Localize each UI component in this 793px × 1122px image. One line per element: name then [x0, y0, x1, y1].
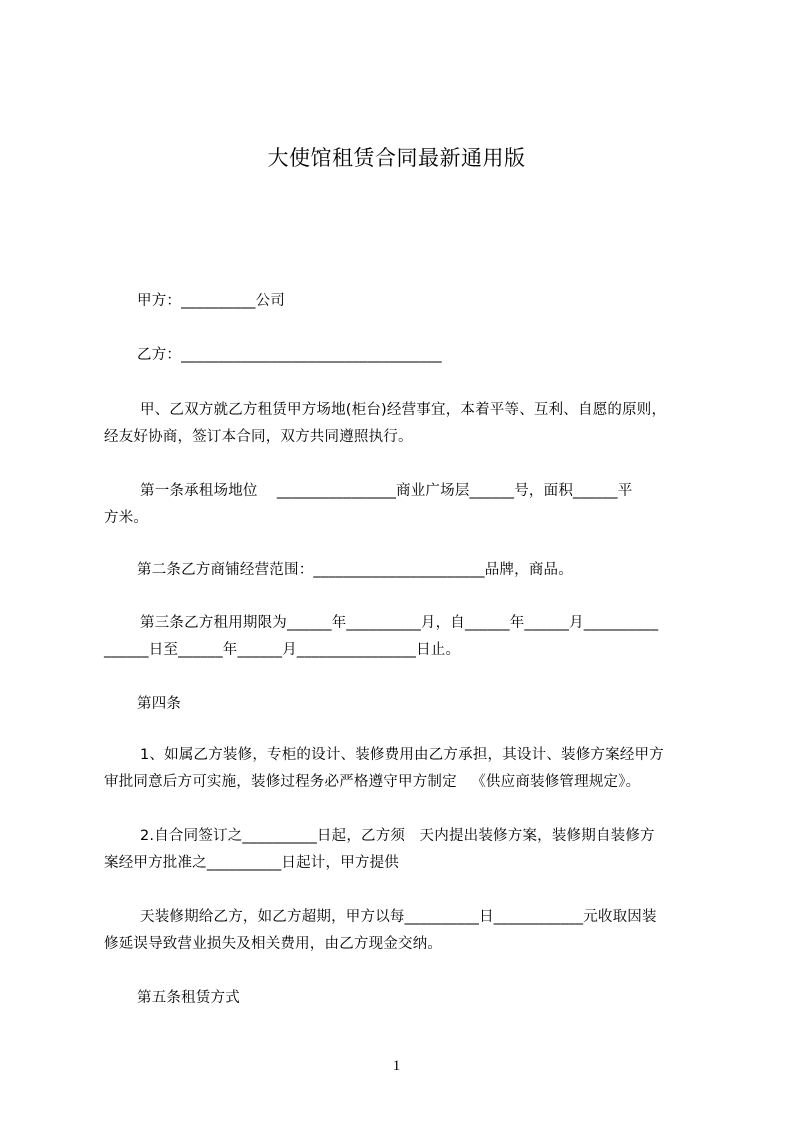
- article-5-heading: 第五条租赁方式: [137, 990, 240, 1006]
- intro-line-1: 甲、乙双方就乙方租赁甲方场地(柜台)经营事宜，本着平等、互利、自愿的原则，: [140, 402, 667, 418]
- article-1-line-2: 方米。: [104, 510, 149, 526]
- article-4-item-1-line-1: 1、如属乙方装修，专柜的设计、装修费用由乙方承担，其设计、装修方案经甲方: [140, 747, 664, 763]
- article-4-item-3-line-1: 天装修期给乙方，如乙方超期，甲方以每__________日____________元收取因装: [140, 909, 657, 925]
- intro-line-2: 经友好协商，签订本合同，双方共同遵照执行。: [104, 429, 413, 445]
- article-3-line-1: 第三条乙方租用期限为______年__________月，自______年______月__________: [140, 615, 659, 631]
- article-1-line-1: 第一条承租场地位 ________________商业广场层______号，面积______平: [140, 483, 633, 499]
- party-a-line: 甲方：__________公司: [137, 293, 285, 309]
- article-4-heading: 第四条: [137, 696, 182, 712]
- article-2-line: 第二条乙方商铺经营范围：_______________________品牌，商品。: [137, 562, 573, 578]
- article-4-item-1-line-2: 审批同意后方可实施，装修过程务必严格遵守甲方制定 《供应商装修管理规定》。: [104, 774, 641, 790]
- article-4-item-2-line-2: 案经甲方批准之__________日起计，甲方提供: [104, 855, 399, 871]
- article-4-item-2-line-1: 2.自合同签订之__________日起，乙方须 天内提出装修方案，装修期自装修方: [140, 828, 655, 844]
- page-number: 1: [392, 1058, 401, 1074]
- article-4-item-3-line-2: 修延误导致营业损失及相关费用，由乙方现金交纳。: [104, 936, 443, 952]
- document-title: 大使馆租赁合同最新通用版: [267, 146, 526, 170]
- party-b-line: 乙方：___________________________________: [137, 347, 442, 363]
- article-3-line-2: ______日至______年______月________________日止。: [104, 642, 461, 658]
